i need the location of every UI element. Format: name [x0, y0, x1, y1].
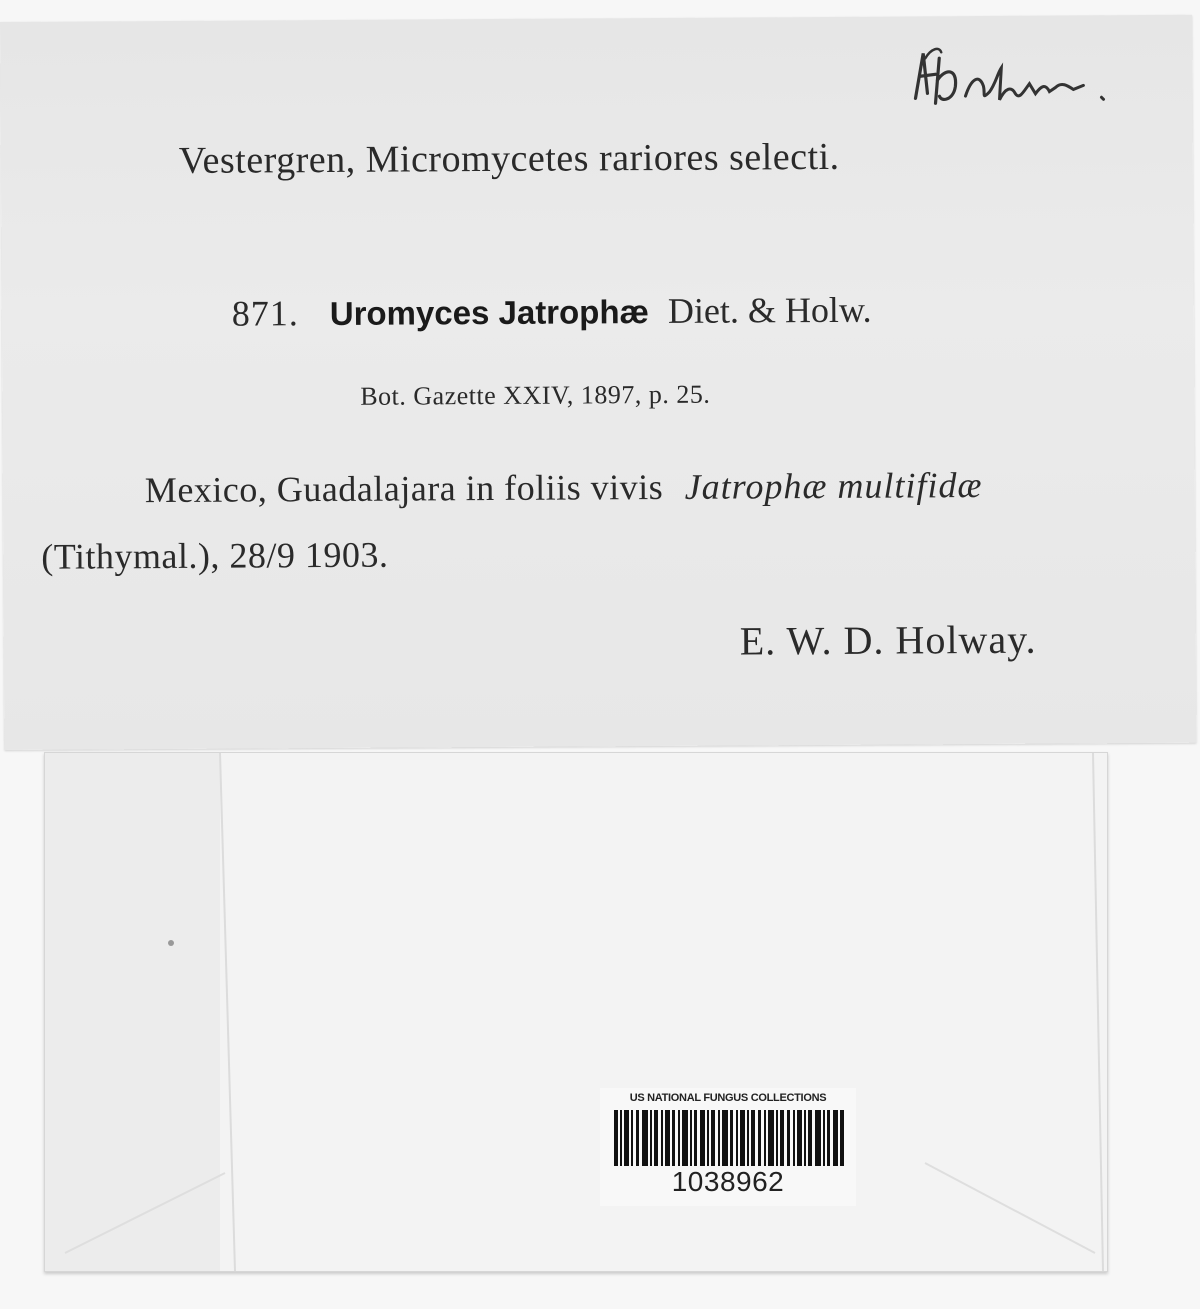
specimen-packet: [44, 752, 1108, 1272]
specimen-label: [0, 15, 1196, 750]
barcode-header: US NATIONAL FUNGUS COLLECTIONS: [629, 1092, 827, 1104]
barcode-bars: [614, 1110, 846, 1166]
handwritten-signature: [905, 37, 1146, 128]
species-name: Uromyces Jatrophæ: [329, 293, 650, 332]
dust-speck: [168, 940, 174, 946]
exsiccata-number: 871.: [231, 293, 299, 334]
locality-line-1: [145, 464, 983, 511]
species-line: [232, 289, 872, 335]
host-name: Jatrophæ multifidæ: [684, 465, 983, 507]
series-title: Vestergren, Micromycetes rariores selecti.: [178, 135, 840, 182]
locality-text: Mexico, Guadalajara in foliis vivis: [144, 466, 664, 511]
barcode-label: [600, 1088, 856, 1206]
locality-line-2: (Tithymal.), 28/9 1903.: [41, 534, 389, 577]
citation: Bot. Gazette XXIV, 1897, p. 25.: [360, 379, 711, 411]
collector: E. W. D. Holway.: [739, 616, 1037, 664]
species-authority: Diet. & Holw.: [667, 289, 872, 331]
catalog-number: 1038962: [671, 1166, 785, 1197]
packet-folds: [45, 753, 1107, 1271]
